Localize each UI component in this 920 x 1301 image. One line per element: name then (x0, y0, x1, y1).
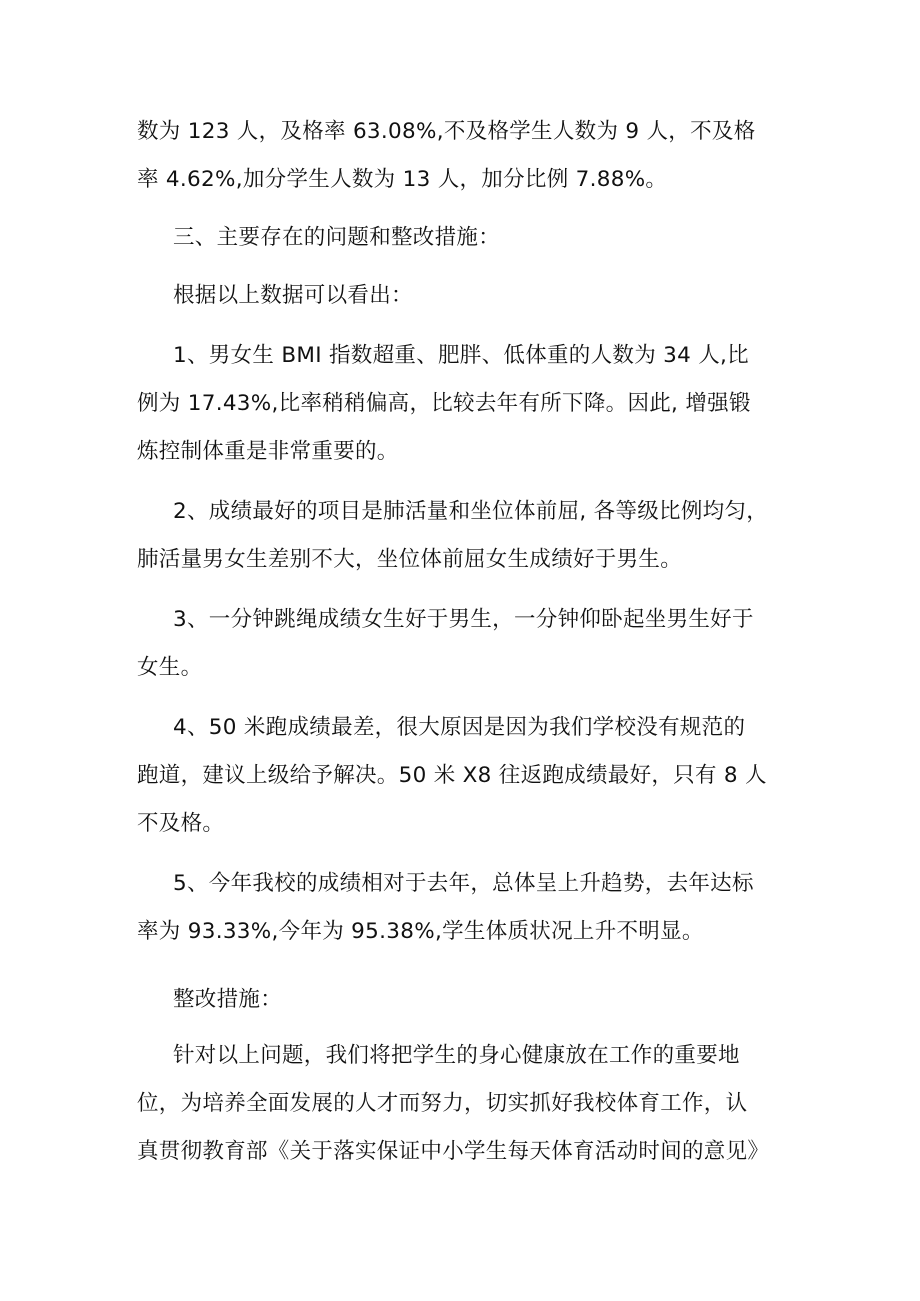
list-item-2-line-1: 2、成绩最好的项目是肺活量和坐位体前屈, 各等级比例均匀， (173, 499, 769, 524)
measures-paragraph-line-1: 针对以上问题，我们将把学生的身心健康放在工作的重要地 (173, 1043, 740, 1068)
list-item-4-line-1: 4、50 米跑成绩最差，很大原因是因为我们学校没有规范的 (173, 715, 746, 740)
measures-paragraph-line-3: 真贯彻教育部《关于落实保证中小学生每天体育活动时间的意见》 (137, 1139, 770, 1164)
list-item-3-line-2: 女生。 (137, 655, 203, 680)
list-item-1-line-3: 炼控制体重是非常重要的。 (137, 439, 399, 464)
list-item-5-line-2: 率为 93.33%,今年为 95.38%,学生体质状况上升不明显。 (137, 919, 704, 944)
list-item-4-line-3: 不及格。 (137, 811, 225, 836)
section-heading-measures: 整改措施： (173, 987, 283, 1012)
list-item-1-line-2: 例为 17.43%,比率稍稍偏高，比较去年有所下降。因此, 增强锻 (137, 391, 751, 416)
measures-paragraph-line-2: 位，为培养全面发展的人才而努力，切实抓好我校体育工作，认 (137, 1091, 748, 1116)
section-heading-problems: 三、主要存在的问题和整改措施： (173, 225, 501, 250)
list-item-2-line-2: 肺活量男女生差别不大，坐位体前屈女生成绩好于男生。 (137, 547, 683, 572)
text-line-fail-rate: 率 4.62%,加分学生人数为 13 人，加分比例 7.88%。 (137, 167, 668, 192)
list-item-5-line-1: 5、今年我校的成绩相对于去年，总体呈上升趋势，去年达标 (173, 871, 754, 896)
list-item-1-line-1: 1、男女生 BMI 指数超重、肥胖、低体重的人数为 34 人,比 (173, 343, 749, 368)
list-item-3-line-1: 3、一分钟跳绳成绩女生好于男生，一分钟仰卧起坐男生好于 (173, 607, 754, 632)
text-line-intro: 根据以上数据可以看出： (173, 283, 413, 308)
list-item-4-line-2: 跑道，建议上级给予解决。50 米 X8 往返跑成绩最好，只有 8 人 (137, 763, 767, 788)
text-line-pass-count: 数为 123 人，及格率 63.08%,不及格学生人数为 9 人，不及格 (137, 119, 756, 144)
